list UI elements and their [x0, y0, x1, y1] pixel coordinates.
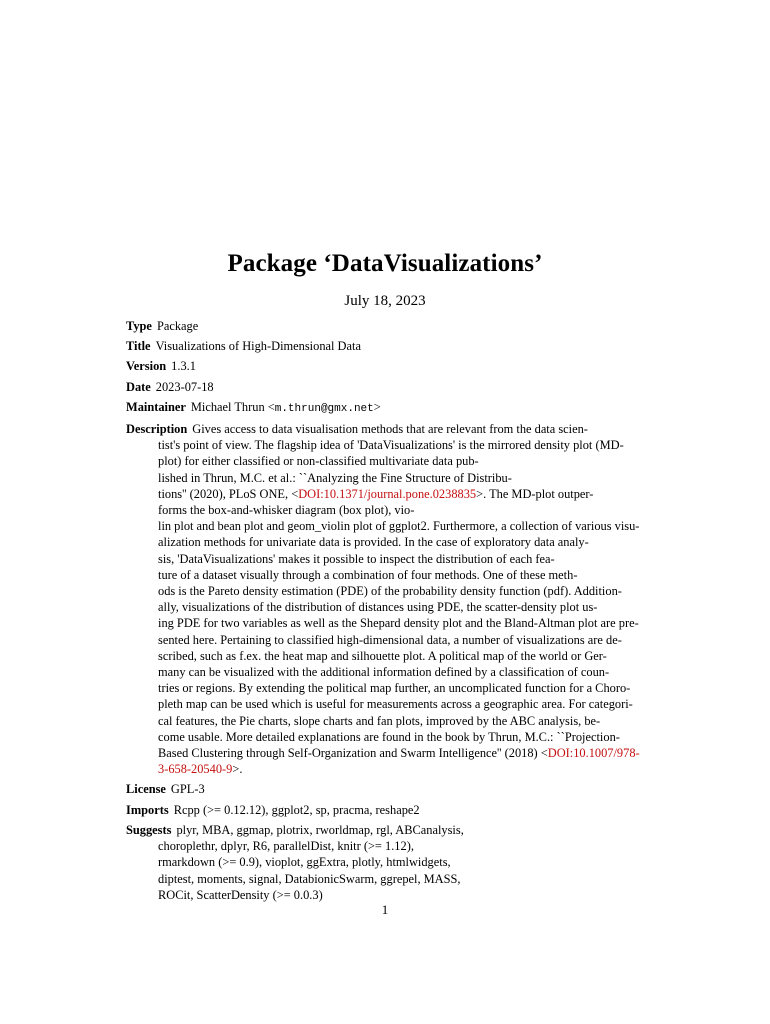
description-line: sented here. Pertaining to classified high-dimensional data, a number of visualizations are de- [158, 632, 622, 647]
description-line: tions'' (2020), PLoS ONE, <DOI:10.1371/journal.pone.0238835>. The MD-plot outper- [158, 486, 594, 501]
field-imports [126, 802, 646, 818]
maintainer-name: Michael Thrun < [190, 399, 275, 414]
field-suggests [126, 822, 646, 903]
field-value: Package [156, 319, 199, 333]
description-line: scribed, such as f.ex. the heat map and silhouette plot. A political map of the world or Ger- [158, 648, 607, 663]
field-license [126, 781, 646, 797]
description-line: tist's point of view. The flagship idea of 'DataVisualizations' is the mirrored density plot (MD- [158, 438, 624, 453]
description-line: Description Gives access to data visualisation methods that are relevant from the data scien- [126, 422, 588, 437]
document-date: July 18, 2023 [344, 293, 426, 309]
suggests-line: Suggests plyr, MBA, ggmap, plotrix, rworldmap, rgl, ABCanalysis, [126, 822, 464, 837]
field-key: Version [126, 359, 167, 374]
field-value: Rcpp (>= 0.12.12), ggplot2, sp, pracma, reshape2 [173, 802, 420, 817]
package-title: Package ‘DataVisualizations’ [227, 250, 543, 277]
field-value: GPL-3 [170, 782, 205, 797]
description-line: Based Clustering through Self-Organization and Swarm Intelligence'' (2018) <DOI:10.1007/978- [158, 746, 640, 761]
field-key: Date [126, 379, 151, 394]
description-line: ing PDE for two variables as well as the Shepard density plot and the Bland-Altman plot are pre- [158, 616, 639, 631]
description-line: lin plot and bean plot and geom_violin plot of ggplot2. Furthermore, a collection of various visu- [158, 519, 640, 534]
description-line: ods is the Pareto density estimation (PDE) of the probability density function (pdf). Addition- [158, 584, 622, 599]
field-description [126, 421, 646, 777]
description-line: sis, 'DataVisualizations' makes it possible to inspect the distribution of each fea- [158, 551, 555, 566]
doi-link[interactable]: 3-658-20540-9 [158, 762, 233, 777]
field-key: Description [126, 422, 188, 437]
suggests-line: choroplethr, dplyr, R6, parallelDist, knitr (>= 1.12), [158, 839, 414, 854]
description-line: pleth map can be used which is useful for measurements across a geographic area. For categori- [158, 697, 633, 712]
suggests-line: ROCit, ScatterDensity (>= 0.0.3) [158, 887, 323, 902]
description-line: come usable. More detailed explanations are found in the book by Thrun, M.C.: ``Projection- [158, 729, 620, 744]
page-number: 1 [381, 902, 389, 917]
doi-link[interactable]: DOI:10.1371/journal.pone.0238835 [298, 486, 477, 501]
field-date [126, 379, 646, 395]
description-line: alization methods for univariate data is provided. In the case of exploratory data analy- [158, 535, 589, 550]
field-key: License [126, 782, 166, 797]
description-line: lished in Thrun, M.C. et al.: ``Analyzing the Fine Structure of Distribu- [158, 470, 512, 485]
maintainer-close: > [373, 399, 381, 414]
doi-link[interactable]: DOI:10.1007/978- [547, 746, 640, 761]
suggests-line: rmarkdown (>= 0.9), vioplot, ggExtra, plotly, htmlwidgets, [158, 855, 451, 870]
field-key: Type [126, 319, 152, 333]
description-line: forms the box-and-whisker diagram (box plot), vio- [158, 503, 415, 518]
description-line: tries or regions. By extending the political map further, an uncomplicated function for a Choro- [158, 681, 631, 696]
field-key: Maintainer [126, 399, 186, 414]
field-value: 1.3.1 [171, 359, 196, 374]
field-key: Suggests [126, 822, 172, 837]
package-fields [126, 318, 646, 907]
description-line: cal features, the Pie charts, slope charts and fan plots, improved by the ABC analysis, be- [158, 713, 601, 728]
description-line: many can be visualized with the additional information defined by a classification of coun- [158, 665, 610, 680]
field-value: 2023-07-18 [155, 379, 214, 394]
field-key: Imports [126, 802, 169, 817]
field-value: Visualizations of High-Dimensional Data [155, 339, 361, 354]
field-type [126, 318, 646, 334]
suggests-line: diptest, moments, signal, DatabionicSwarm, ggrepel, MASS, [158, 871, 461, 886]
field-version [126, 358, 646, 374]
field-key: Title [126, 339, 151, 354]
field-maintainer [126, 399, 646, 417]
field-title [126, 338, 646, 354]
description-line: ally, visualizations of the distribution of distances using PDE, the scatter-density plot us- [158, 600, 598, 615]
maintainer-email[interactable]: m.thrun@gmx.net [274, 402, 374, 415]
description-line: ture of a dataset visually through a combination of four methods. One of these meth- [158, 567, 578, 582]
description-line: 3-658-20540-9>. [158, 762, 243, 777]
description-line: plot) for either classified or non-classified multivariate data pub- [158, 454, 479, 469]
